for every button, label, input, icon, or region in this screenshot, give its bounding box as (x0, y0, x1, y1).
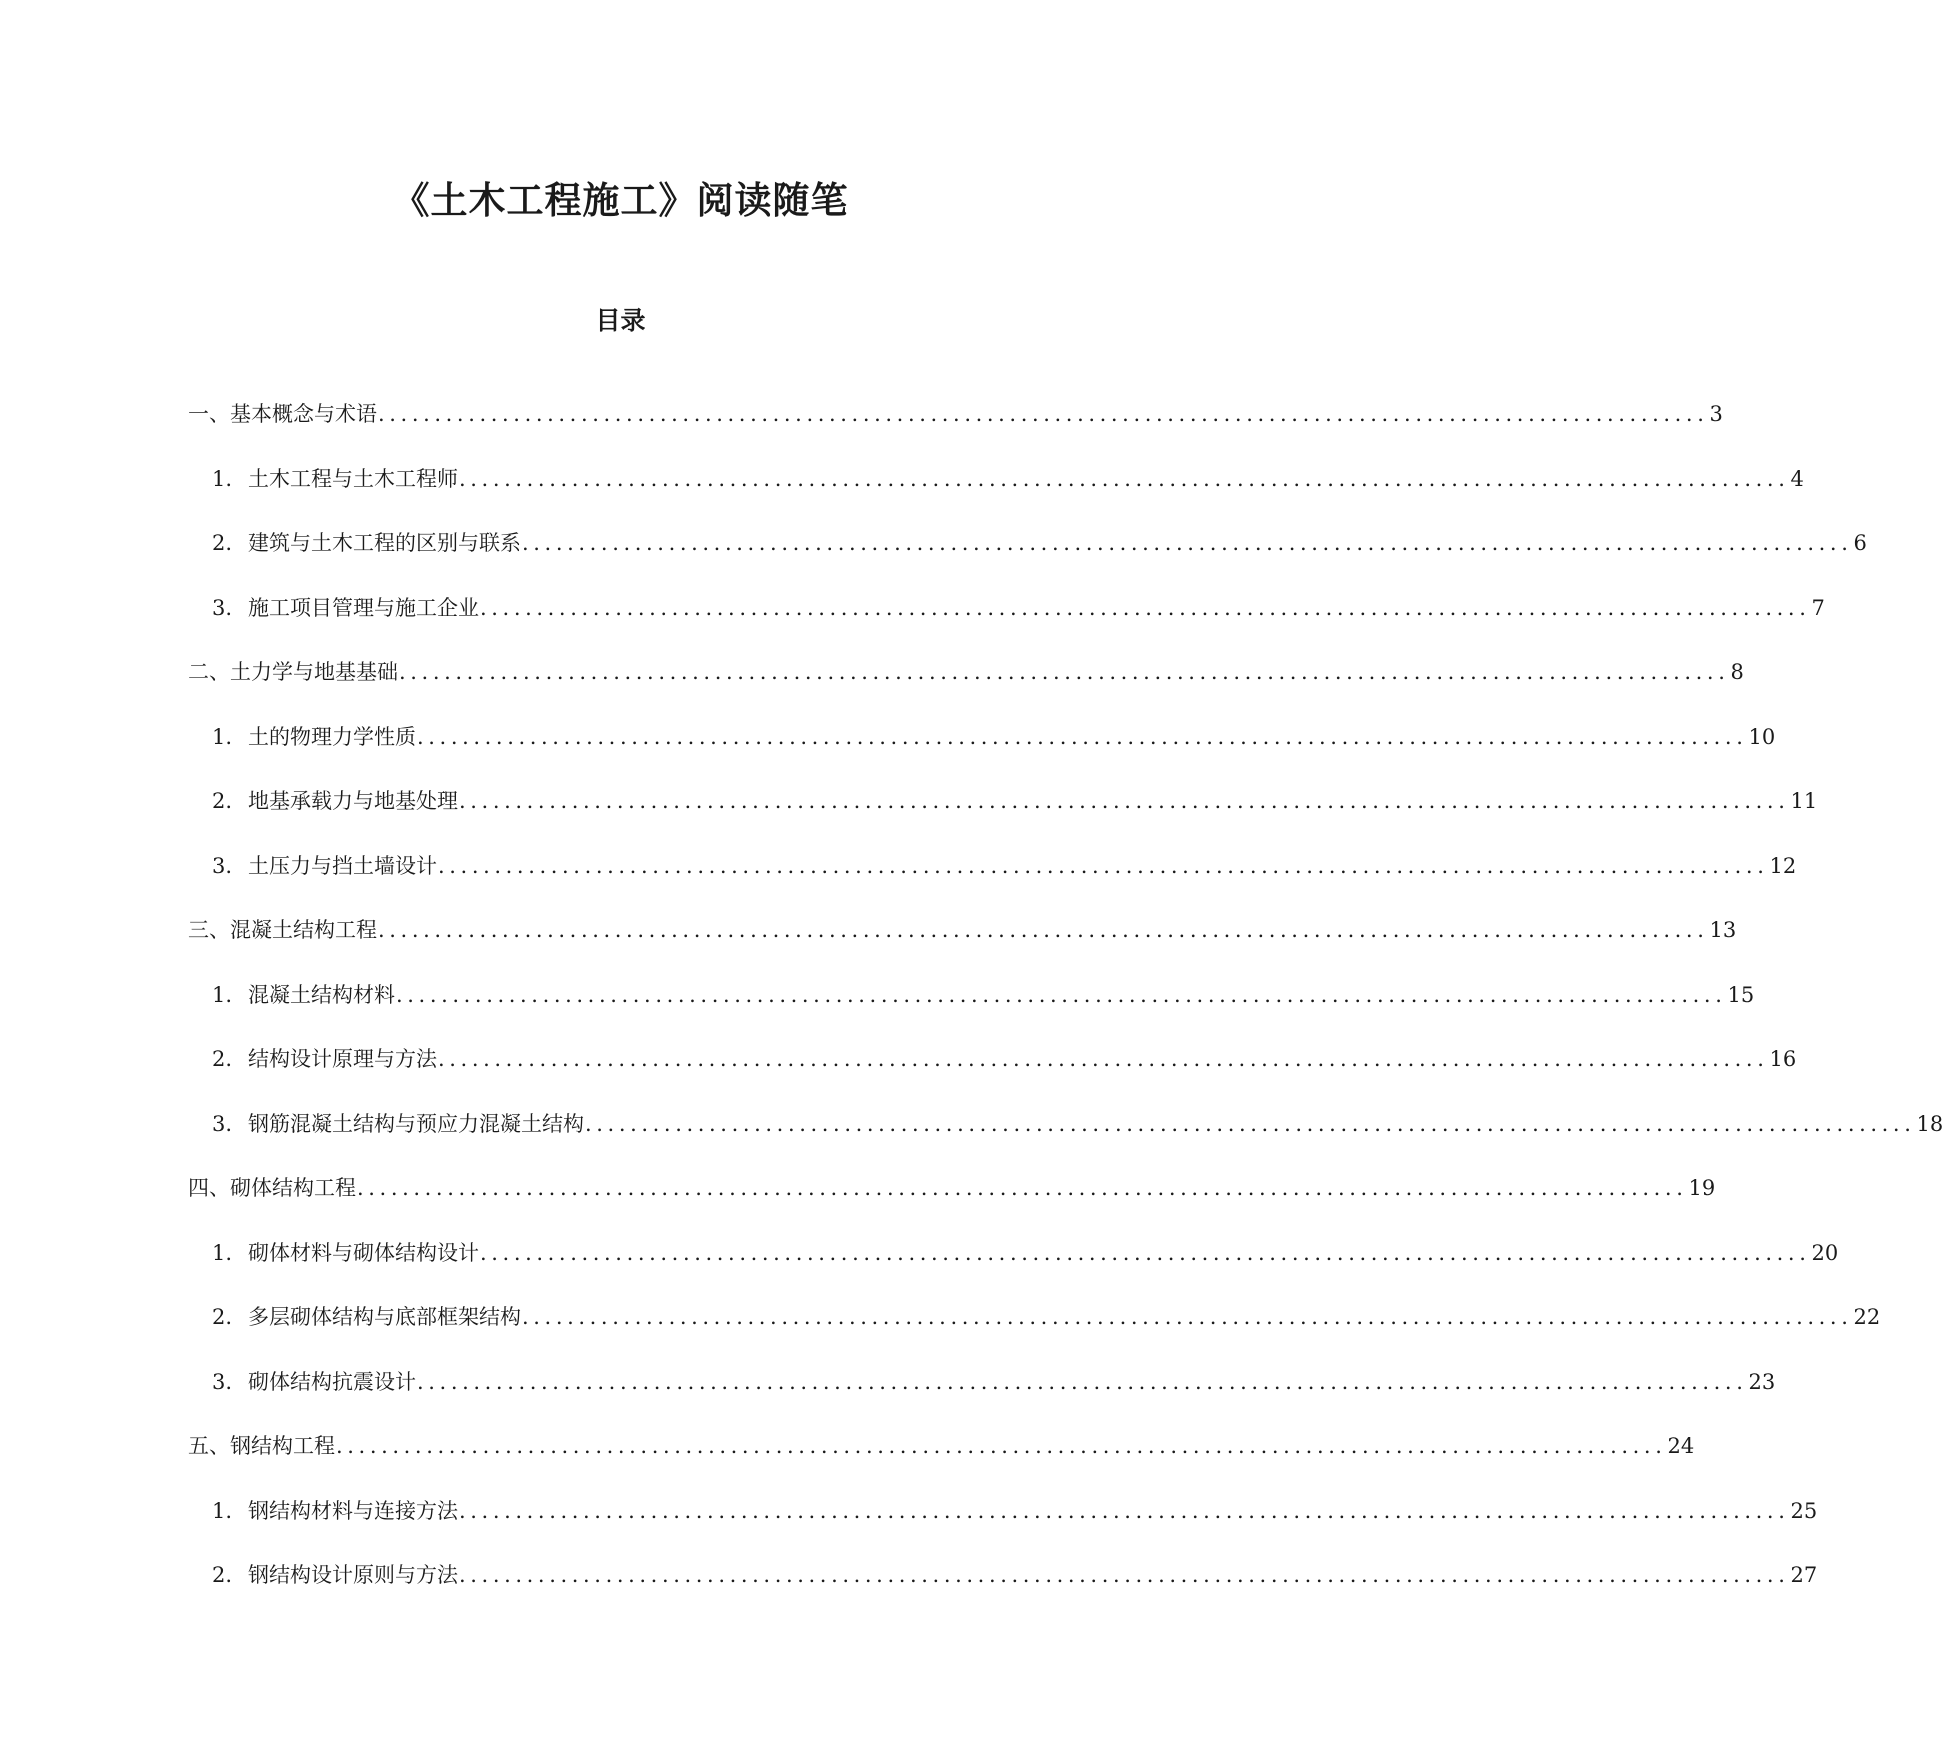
toc-entry-title: 四、砌体结构工程 (188, 1176, 356, 1201)
document-title: 《土木工程施工》阅读随笔 (392, 178, 849, 222)
toc-entry-subsection[interactable] (212, 1350, 1776, 1415)
toc-page-number: 3 (1709, 402, 1723, 427)
toc-entry-section-2[interactable] (188, 640, 1744, 705)
toc-leader-dots: ...................................................................................................................... (585, 1111, 1916, 1136)
toc-entry-subsection[interactable] (212, 1543, 1818, 1608)
toc-leader-dots: ...................................................................................................................... (399, 660, 1730, 685)
toc-leader-dots: ...................................................................................................................... (396, 982, 1727, 1007)
toc-entry-number: 2. (212, 1305, 233, 1330)
toc-entry-title: 一、基本概念与术语 (188, 402, 377, 427)
toc-page-number: 8 (1730, 660, 1744, 685)
toc-page-number: 6 (1853, 531, 1867, 556)
toc-entry-title: 三、混凝土结构工程 (188, 918, 377, 943)
toc-entry-title: 混凝土结构材料 (248, 982, 395, 1007)
toc-entry-title: 土压力与挡土墙设计 (248, 853, 437, 878)
toc-leader-dots: ...................................................................................................................... (522, 531, 1853, 556)
toc-leader-dots: ...................................................................................................................... (459, 789, 1790, 814)
toc-page-number: 7 (1811, 595, 1825, 620)
toc-entry-title: 建筑与土木工程的区别与联系 (248, 531, 521, 556)
toc-heading: 目录 (595, 305, 646, 335)
toc-page-number: 27 (1790, 1563, 1818, 1588)
toc-entry-title: 施工项目管理与施工企业 (248, 595, 479, 620)
toc-page-number: 19 (1688, 1176, 1716, 1201)
toc-page-number: 11 (1790, 789, 1818, 814)
toc-entry-subsection[interactable] (212, 1027, 1797, 1092)
toc-entry-number: 3. (212, 1369, 233, 1394)
toc-entry-number: 2. (212, 789, 233, 814)
toc-entry-subsection[interactable] (212, 1479, 1818, 1544)
toc-entry-title: 砌体材料与砌体结构设计 (248, 1240, 479, 1265)
toc-entry-number: 1. (212, 724, 233, 749)
toc-entry-number: 1. (212, 1240, 233, 1265)
toc-entry-number: 1. (212, 982, 233, 1007)
toc-leader-dots: ...................................................................................................................... (357, 1176, 1688, 1201)
toc-entry-section-1[interactable] (188, 382, 1723, 447)
toc-entry-section-3[interactable] (188, 898, 1737, 963)
toc-page-number: 13 (1709, 918, 1737, 943)
toc-page-number: 4 (1790, 466, 1804, 491)
toc-page-number: 15 (1727, 982, 1755, 1007)
toc-entry-title: 砌体结构抗震设计 (248, 1369, 416, 1394)
toc-entry-number: 2. (212, 531, 233, 556)
toc-entry-subsection[interactable] (212, 705, 1776, 770)
toc-page-number: 12 (1769, 853, 1797, 878)
toc-entry-title: 多层砌体结构与底部框架结构 (248, 1305, 521, 1330)
toc-entry-number: 3. (212, 595, 233, 620)
toc-leader-dots: ...................................................................................................................... (378, 918, 1709, 943)
toc-leader-dots: ...................................................................................................................... (480, 1240, 1811, 1265)
toc-page-number: 16 (1769, 1047, 1797, 1072)
toc-leader-dots: ...................................................................................................................... (459, 466, 1790, 491)
toc-entry-subsection[interactable] (212, 576, 1825, 641)
toc-leader-dots: ...................................................................................................................... (378, 402, 1709, 427)
toc-entry-subsection[interactable] (212, 447, 1804, 512)
toc-entry-title: 土木工程与土木工程师 (248, 466, 458, 491)
toc-entry-number: 1. (212, 466, 233, 491)
toc-entry-subsection[interactable] (212, 769, 1818, 834)
toc-entry-title: 钢筋混凝土结构与预应力混凝土结构 (248, 1111, 584, 1136)
toc-leader-dots: ...................................................................................................................... (522, 1305, 1853, 1330)
toc-leader-dots: ...................................................................................................................... (480, 595, 1811, 620)
toc-page-number: 18 (1916, 1111, 1943, 1136)
toc-leader-dots: ...................................................................................................................... (438, 853, 1769, 878)
toc-leader-dots: ...................................................................................................................... (417, 1369, 1748, 1394)
toc-entry-title: 土的物理力学性质 (248, 724, 416, 749)
toc-entry-title: 五、钢结构工程 (188, 1434, 335, 1459)
toc-entry-subsection[interactable] (212, 1092, 1943, 1157)
toc-entry-title: 地基承载力与地基处理 (248, 789, 458, 814)
toc-entry-number: 1. (212, 1498, 233, 1523)
toc-entry-number: 2. (212, 1563, 233, 1588)
toc-leader-dots: ...................................................................................................................... (336, 1434, 1667, 1459)
toc-entry-subsection[interactable] (212, 511, 1867, 576)
toc-entry-section-5[interactable] (188, 1414, 1695, 1479)
toc-entry-title: 钢结构设计原则与方法 (248, 1563, 458, 1588)
toc-entry-title: 钢结构材料与连接方法 (248, 1498, 458, 1523)
toc-entry-section-4[interactable] (188, 1156, 1716, 1221)
toc-entry-subsection[interactable] (212, 963, 1755, 1028)
toc-entry-title: 结构设计原理与方法 (248, 1047, 437, 1072)
toc-entry-number: 3. (212, 853, 233, 878)
toc-entry-number: 3. (212, 1111, 233, 1136)
toc-leader-dots: ...................................................................................................................... (417, 724, 1748, 749)
toc-page-number: 23 (1748, 1369, 1776, 1394)
toc-page-number: 22 (1853, 1305, 1881, 1330)
toc-entry-subsection[interactable] (212, 1285, 1881, 1350)
toc-entry-number: 2. (212, 1047, 233, 1072)
toc-leader-dots: ...................................................................................................................... (438, 1047, 1769, 1072)
toc-entry-subsection[interactable] (212, 834, 1797, 899)
toc-page-number: 24 (1667, 1434, 1695, 1459)
toc-page-number: 25 (1790, 1498, 1818, 1523)
toc-entry-subsection[interactable] (212, 1221, 1839, 1286)
toc-leader-dots: ...................................................................................................................... (459, 1563, 1790, 1588)
toc-page-number: 20 (1811, 1240, 1839, 1265)
table-of-contents (0, 382, 1943, 1608)
toc-entry-title: 二、土力学与地基基础 (188, 660, 398, 685)
toc-page-number: 10 (1748, 724, 1776, 749)
toc-leader-dots: ...................................................................................................................... (459, 1498, 1790, 1523)
